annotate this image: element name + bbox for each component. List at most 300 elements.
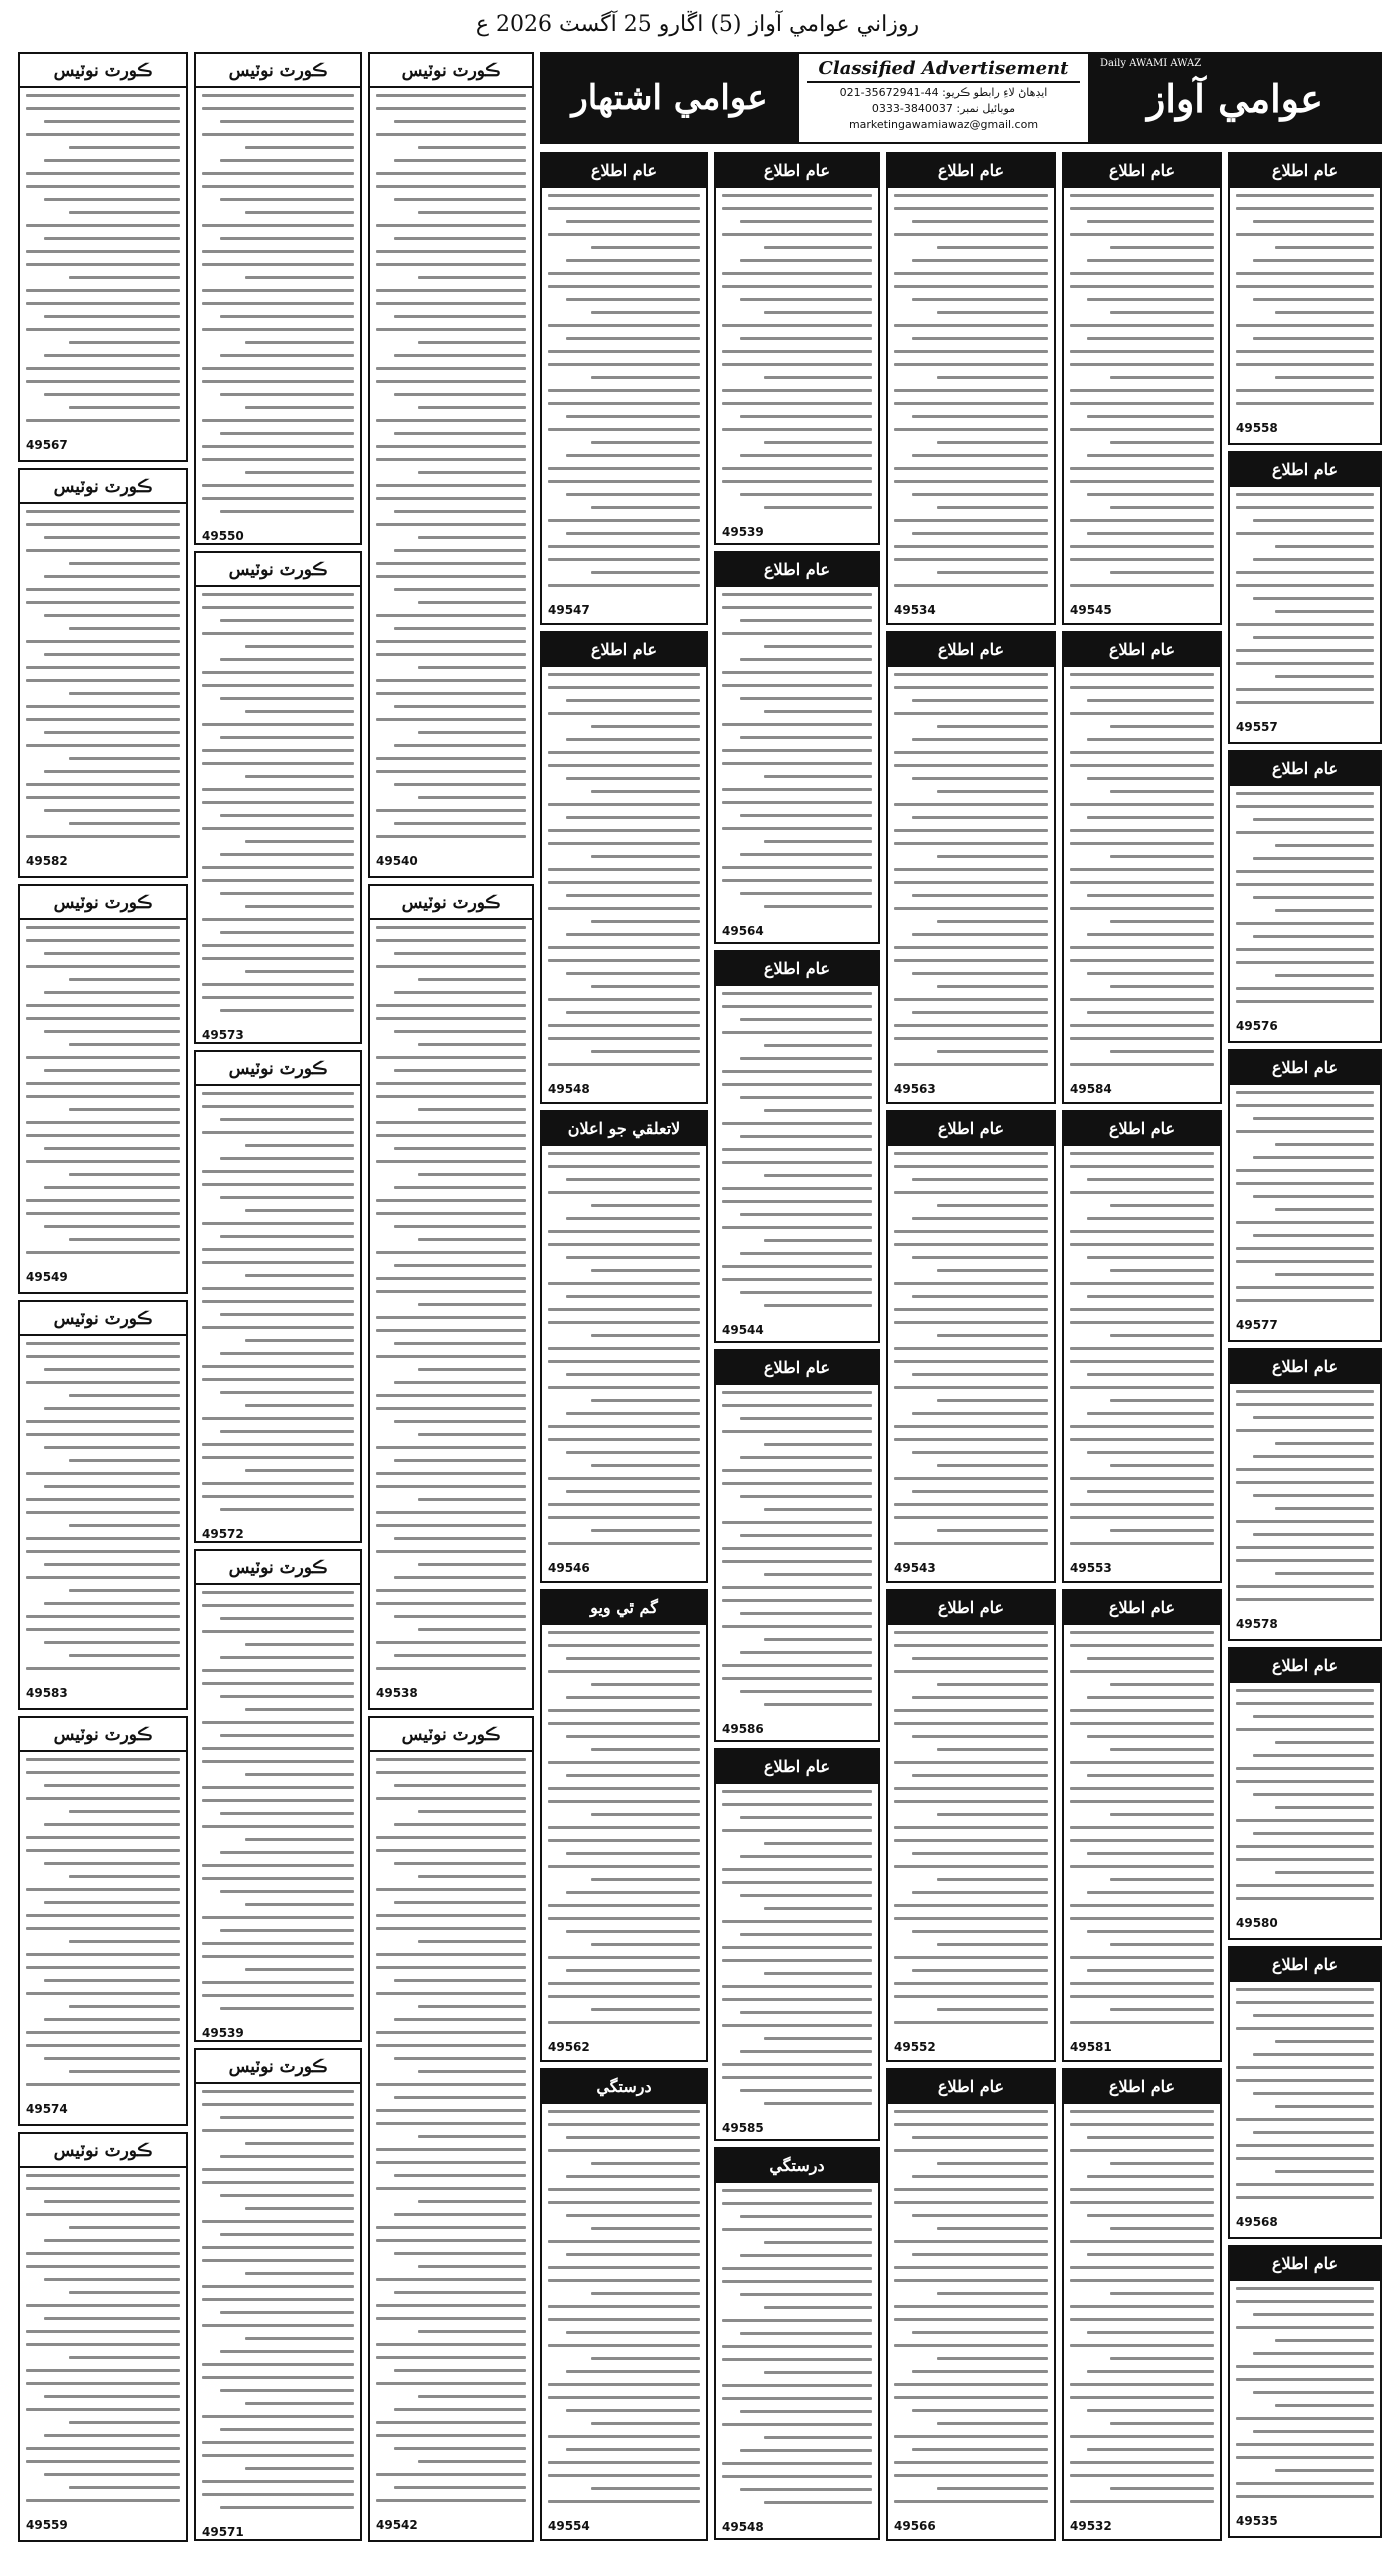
ad-text-line [894,1995,1048,1998]
ad-text-line [912,220,1048,223]
ad-text-line [722,1161,872,1164]
ad-text-line [722,1985,872,1988]
classified-page [18,52,1382,2550]
ad-text-line [912,1930,1048,1933]
ad-text-line [376,1550,526,1553]
ad-text-line [1087,415,1214,418]
ad-text-line [548,868,700,871]
ad-text-line [548,946,700,949]
ad-text-line [1087,2175,1214,2178]
ad-text-line [740,1612,872,1615]
ad-text-line [912,1490,1048,1493]
ad-text-line [1070,764,1214,767]
ad-text-line [1236,2300,1374,2303]
ad-box [886,2068,1056,2541]
ad-text-block [196,1086,360,1527]
ad-text-line [376,1589,526,1592]
ad-text-line [69,757,180,760]
ad-text-line [1070,1800,1214,1803]
ad-text-line [376,263,526,266]
ad-text-line [26,926,180,929]
ad-code: 49538 [376,1686,418,1700]
ad-text-line [1110,790,1214,793]
ad-text-line [912,2175,1048,2178]
ad-text-line [722,2280,872,2283]
ad-text-line [1236,1221,1374,1224]
ad-text-line [722,2076,872,2079]
logo-english: Daily AWAMI AWAZ [1100,58,1202,69]
ad-text-line [548,1631,700,1634]
ad-text-line [376,1017,526,1020]
ad-text-line [548,207,700,210]
ad-text-line [220,2194,354,2197]
ad-text-line [1087,894,1214,897]
contact-email[interactable]: marketingawamiawaz@gmail.com [848,118,1039,131]
ad-text-line [245,2142,354,2145]
ad-text-line [894,1321,1048,1324]
ad-text-line [894,2266,1048,2269]
ad-box [1062,631,1222,1104]
ad-text-line [44,1485,180,1488]
ad-text-line [591,1050,700,1053]
ad-text-line [591,246,700,249]
ad-text-line [26,419,180,422]
ad-text-line [591,1269,700,1272]
ad-text-line [418,1940,526,1943]
ad-text-line [1070,998,1214,1001]
ad-text-line [548,1956,700,1959]
ad-text-line [1236,870,1374,873]
ad-title: عام اطلاع [1230,1350,1380,1384]
ad-text-line [202,2090,354,2093]
ad-text-line [26,2213,180,2216]
ad-text-line [44,1446,180,1449]
ad-text-line [202,1942,354,1945]
ad-text-line [1253,519,1374,522]
ad-text-line [1275,376,1374,379]
ad-title: ڪورٽ نوٽيس [196,2050,360,2084]
ad-text-line [937,311,1048,314]
ad-text-line [220,393,354,396]
ad-text-line [376,1095,526,1098]
ad-text-line [722,1599,872,1602]
ad-text-line [912,415,1048,418]
ad-text-line [202,2363,354,2366]
ad-text-line [376,1277,526,1280]
ad-text-block [1230,1384,1380,1617]
ad-text-line [1087,454,1214,457]
ad-text-line [722,1625,872,1628]
ad-text-line [220,2116,354,2119]
ad-text-line [548,363,700,366]
ad-text-line [1253,1533,1374,1536]
ad-text-line [1236,1767,1374,1770]
ad-text-line [202,1105,354,1108]
ad-text-line [1070,1321,1214,1324]
ad-text-line [591,2008,700,2011]
ad-text-line [912,777,1048,780]
ad-text-line [69,822,180,825]
ad-text-block [716,986,878,1323]
ad-text-line [566,454,700,457]
ad-text-line [566,532,700,535]
ad-code: 49557 [1236,720,1278,734]
ad-text-line [548,1826,700,1829]
ad-text-line [722,1469,872,1472]
ad-code: 49564 [722,924,764,938]
ad-text-line [912,894,1048,897]
ad-text-line [566,2175,700,2178]
ad-text-line [1275,610,1374,613]
ad-text-line [1236,2456,1374,2459]
ad-text-line [1253,1234,1374,1237]
ad-text-line [548,1477,700,1480]
ad-text-line [245,710,354,713]
ad-text-line [220,2389,354,2392]
ad-text-line [894,558,1048,561]
ad-text-line [894,959,1048,962]
ad-text-line [722,1226,872,1229]
ad-box [1228,2245,1382,2538]
ad-text-line [202,367,354,370]
ad-text-line [418,2070,526,2073]
ad-text-line [566,415,700,418]
ad-text-line [245,645,354,648]
ad-text-line [740,1456,872,1459]
ad-text-line [26,1628,180,1631]
ad-text-line [44,2057,180,2060]
ad-text-line [591,2292,700,2295]
ad-text-line [44,731,180,734]
ad-text-line [202,302,354,305]
ad-text-line [1253,2053,1374,2056]
ad-text-line [912,1735,1048,1738]
ad-text-line [764,2436,872,2439]
ad-text-line [591,2487,700,2490]
ad-title: عام اطلاع [888,2070,1054,2104]
ad-text-line [44,2239,180,2242]
ad-text-line [740,736,872,739]
ad-text-line [202,1456,354,1459]
ad-text-line [912,2331,1048,2334]
ad-text-line [1087,2448,1214,2451]
ad-text-line [1070,285,1214,288]
ad-text-line [245,970,354,973]
ad-text-line [1275,2469,1374,2472]
ad-text-line [1275,1871,1374,1874]
ad-text-line [69,2421,180,2424]
ad-text-line [394,432,526,435]
ad-text-line [894,1477,1048,1480]
ad-text-line [894,2318,1048,2321]
ad-text-line [1275,844,1374,847]
ad-text-line [566,1412,700,1415]
ad-text-line [894,2188,1048,2191]
ad-text-line [26,2330,180,2333]
ad-text-line [69,341,180,344]
ad-text-line [722,2475,872,2478]
ad-text-line [1236,1819,1374,1822]
ad-text-line [418,2200,526,2203]
ad-text-line [1070,2474,1214,2477]
ad-text-line [722,1430,872,1433]
ad-text-line [1110,1813,1214,1816]
ad-text-line [740,1933,872,1936]
ad-text-line [764,1044,872,1047]
ad-text-line [548,1670,700,1673]
ad-text-line [220,2350,354,2353]
ad-text-line [1070,467,1214,470]
ad-text-line [937,2227,1048,2230]
ad-text-line [1110,1269,1214,1272]
ad-text-line [394,1901,526,1904]
ad-text-line [26,1537,180,1540]
ad-box [1062,152,1222,625]
ad-text-line [1070,686,1214,689]
ad-text-line [566,1256,700,1259]
ad-text-line [26,1251,180,1254]
ad-text-line [566,777,700,780]
ad-text-line [1070,1904,1214,1907]
ad-text-line [202,827,354,830]
ad-text-line [566,972,700,975]
column-3 [886,152,1056,2550]
ad-text-line [376,1953,526,1956]
ad-text-line [418,2005,526,2008]
ad-text-line [1087,337,1214,340]
ad-text-line [937,2487,1048,2490]
ad-text-line [202,380,354,383]
ad-text-line [548,2279,700,2282]
ad-text-line [1236,272,1374,275]
ad-text-line [1236,1468,1374,1471]
ad-text-line [1070,2383,1214,2386]
ad-text-line [202,749,354,752]
ad-text-line [548,285,700,288]
ad-text-line [418,276,526,279]
ad-text-line [26,939,180,942]
ad-text-line [764,645,872,648]
ad-text-line [722,1677,872,1680]
ad-text-line [912,1969,1048,1972]
ad-box [368,1716,534,2542]
ad-text-line [1236,1260,1374,1263]
ad-text-line [764,441,872,444]
ad-text-line [1070,558,1214,561]
ad-box [714,152,880,545]
ad-text-line [69,211,180,214]
ad-text-line [1236,2378,1374,2381]
ad-text-line [1070,1282,1214,1285]
ad-text-line [1253,220,1374,223]
ad-text-line [1110,985,1214,988]
ad-text-line [894,868,1048,871]
ad-text-line [376,1888,526,1891]
ad-text-line [912,1891,1048,1894]
ad-text-line [1236,1481,1374,1484]
ad-text-line [722,866,872,869]
ad-text-line [26,1342,180,1345]
ad-text-line [1253,2131,1374,2134]
ad-text-line [894,1917,1048,1920]
ad-text-line [548,1243,700,1246]
ad-text-line [202,1799,354,1802]
ad-text-line [26,328,180,331]
ad-text-block [1230,188,1380,421]
ad-text-line [722,2228,872,2231]
ad-text-line [26,133,180,136]
ad-text-line [202,1825,354,1828]
ad-text-line [548,1438,700,1441]
ad-text-line [202,2259,354,2262]
ad-text-line [764,311,872,314]
ad-text-line [894,842,1048,845]
ad-text-line [591,1943,700,1946]
ad-text-line [548,1063,700,1066]
ad-text-line [394,2252,526,2255]
column-2 [1062,152,1222,2550]
ad-text-line [202,497,354,500]
ad-text-line [722,1521,872,1524]
ad-text-line [44,1784,180,1787]
ad-text-line [418,601,526,604]
ad-text-line [376,2122,526,2125]
ad-text-line [1070,1917,1214,1920]
ad-text-line [1087,972,1214,975]
ad-text-line [894,1438,1048,1441]
ad-text-line [722,1265,872,1268]
ad-text-line [937,246,1048,249]
ad-text-line [44,1979,180,1982]
ad-text-line [1087,2214,1214,2217]
ad-text-line [394,1147,526,1150]
ad-text-line [245,1209,354,1212]
ad-text-line [44,2278,180,2281]
ad-text-line [26,1355,180,1358]
column-6 [368,52,534,2550]
ad-text-line [220,736,354,739]
ad-text-line [220,432,354,435]
ad-text-line [566,1490,700,1493]
ad-text-line [894,1839,1048,1842]
ad-text-line [1070,584,1214,587]
column-1 [1228,152,1382,2550]
ad-text-line [1236,1702,1374,1705]
ad-text-line [722,1070,872,1073]
ad-text-line [1070,1243,1214,1246]
ad-text-line [937,920,1048,923]
ad-text-line [44,1147,180,1150]
ad-title: ڪورٽ نوٽيس [20,1302,186,1336]
ad-text-line [937,1943,1048,1946]
ad-text-line [1253,259,1374,262]
ad-text-line [1236,532,1374,535]
ad-text-line [220,1617,354,1620]
ad-text-line [376,1394,526,1397]
ad-text-line [740,298,872,301]
ad-text-line [1236,2001,1374,2004]
ad-code: 49578 [1236,1617,1278,1631]
ad-text-line [1070,1865,1214,1868]
ad-text-line [202,671,354,674]
ad-text-line [202,1747,354,1750]
ad-text-line [740,259,872,262]
ad-text-line [202,866,354,869]
ad-text-line [566,1930,700,1933]
date-line: روزاني عوامي آواز (5) اڱارو 25 آگسٽ 2026 ع [475,12,920,37]
ad-text-line [912,1774,1048,1777]
ad-text-line [220,1812,354,1815]
ad-code: 49584 [1070,1082,1112,1096]
ad-text-line [376,2031,526,2034]
ad-text-line [722,1868,872,1871]
ad-text-line [1236,1091,1374,1094]
ad-text-line [591,1683,700,1686]
ad-text-line [548,272,700,275]
ad-code: 49576 [1236,1019,1278,1033]
ad-text-block [542,1146,706,1561]
ad-text-line [722,1946,872,1949]
ad-text-line [740,2011,872,2014]
ad-text-line [740,658,872,661]
ad-text-line [376,1407,526,1410]
ad-text-line [566,2409,700,2412]
ad-text-line [894,324,1048,327]
ad-text-line [1236,1403,1374,1406]
ad-text-line [1236,584,1374,587]
ad-text-line [937,1683,1048,1686]
ad-text-line [722,1200,872,1203]
ad-text-line [418,341,526,344]
ad-title: ڪورٽ نوٽيس [20,2134,186,2168]
ad-text-line [26,367,180,370]
ad-code: 49552 [894,2040,936,2054]
ad-text-line [548,467,700,470]
ad-text-line [26,705,180,708]
ad-text-line [740,2332,872,2335]
ad-text-line [1236,506,1374,509]
ad-text-line [202,1378,354,1381]
ad-text-line [591,2357,700,2360]
ad-text-line [1236,922,1374,925]
ad-text-line [894,764,1048,767]
ad-text-line [376,2148,526,2151]
ad-text-line [894,2110,1048,2113]
ad-code: 49581 [1070,2040,1112,2054]
ad-text-line [912,2448,1048,2451]
ad-text-line [894,1360,1048,1363]
ad-text-line [1110,1050,1214,1053]
ad-text-line [26,2408,180,2411]
ad-text-line [44,614,180,617]
ad-text-line [1275,1208,1374,1211]
ad-text-line [722,1920,872,1923]
ad-text-line [740,1534,872,1537]
ad-text-line [1070,545,1214,548]
ad-box [540,152,708,625]
ad-text-line [44,393,180,396]
ad-text-line [418,2330,526,2333]
ad-text-line [740,1096,872,1099]
ad-code: 49532 [1070,2519,1112,2533]
ad-text-line [566,1969,700,1972]
ad-box [886,631,1056,1104]
ad-text-line [722,2189,872,2192]
ad-code: 49562 [548,2040,590,2054]
ad-text-line [1236,649,1374,652]
ad-text-line [894,881,1048,884]
ad-text-line [394,2486,526,2489]
